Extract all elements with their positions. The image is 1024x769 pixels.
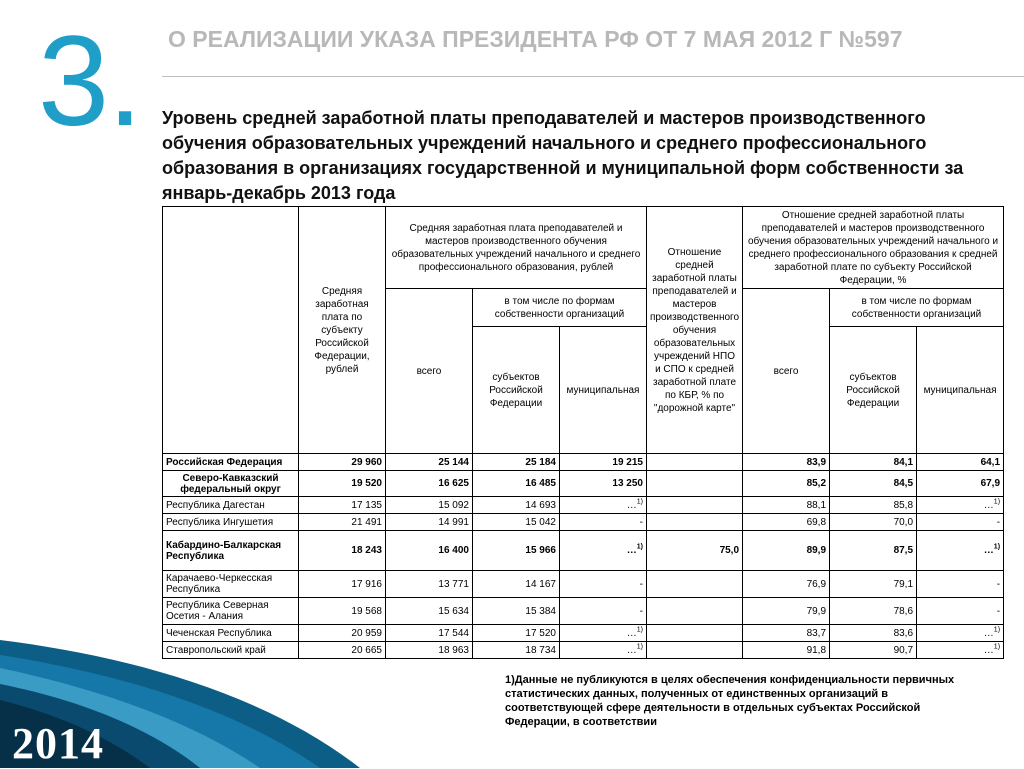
table-cell: …$^{1)}$ [560, 625, 647, 642]
table-cell: …$^{1)}$ [917, 531, 1004, 571]
footnote-mark: 1) [636, 626, 643, 634]
header-title: О РЕАЛИЗАЦИИ УКАЗА ПРЕЗИДЕНТА РФ ОТ 7 МАЯ 2012 Г №597 [168, 26, 903, 52]
table-cell: 16 625 [386, 471, 473, 497]
header-ratio-region: Отношение средней заработной платы преподавателей и мастеров производственного обучения образовательных учреждений начального и среднего профессионального образования к средней заработной плате по субъекту Российской Федерации, % [743, 207, 1004, 289]
row-label: Карачаево-Черкесская Республика [163, 571, 299, 598]
header-corner [163, 207, 299, 454]
table-row [163, 598, 1004, 625]
table-cell: 76,9 [743, 571, 830, 598]
table-cell: 88,1 [743, 497, 830, 514]
table-cell: 19 215 [560, 454, 647, 471]
table-cell: 15 966 [473, 531, 560, 571]
table-cell: 70,0 [830, 514, 917, 531]
table-cell: 17 544 [386, 625, 473, 642]
header-subjects: субъектов Российской Федерации [473, 327, 560, 454]
table-cell: 15 384 [473, 598, 560, 625]
table-cell [647, 598, 743, 625]
slide-number: 3. [38, 10, 141, 153]
table-row [163, 625, 1004, 642]
footnote: 1)Данные не публикуются в целях обеспечения конфиденциальности первичных статистических данных, полученных от единственных организаций в соответствующей сфере деятельности в отдельных субъектах Российской Федерации, в соответствии [505, 674, 955, 728]
table-cell: 19 520 [299, 471, 386, 497]
table-cell: 19 568 [299, 598, 386, 625]
row-label: Кабардино-Балкарская Республика [163, 531, 299, 571]
row-label: Северо-Кавказский федеральный округ [163, 471, 299, 497]
table-cell: …$^{1)}$ [560, 642, 647, 659]
table-cell: 14 693 [473, 497, 560, 514]
table-cell: 89,9 [743, 531, 830, 571]
header-by-forms-ratio: в том числе по формам собственности организаций [830, 289, 1004, 327]
header-total: всего [386, 289, 473, 454]
table-cell: 67,9 [917, 471, 1004, 497]
header-municipal: муниципальная [560, 327, 647, 454]
header-divider [162, 76, 1024, 77]
table-cell: …$^{1)}$ [560, 497, 647, 514]
table-cell: …$^{1)}$ [917, 625, 1004, 642]
table-cell [647, 625, 743, 642]
table-cell: - [917, 571, 1004, 598]
table-cell: 84,1 [830, 454, 917, 471]
table-row [163, 471, 1004, 497]
footnote-mark: 1) [636, 498, 643, 506]
header-municipal-ratio: муниципальная [917, 327, 1004, 454]
row-label: Республика Дагестан [163, 497, 299, 514]
table-cell: 20 665 [299, 642, 386, 659]
table-cell: 83,9 [743, 454, 830, 471]
table-row [163, 454, 1004, 471]
table-cell: 14 991 [386, 514, 473, 531]
table-cell: 16 485 [473, 471, 560, 497]
table-cell: 13 771 [386, 571, 473, 598]
slide-subtitle: Уровень средней заработной платы преподавателей и мастеров производственного обучения образовательных учреждений начального и среднего профессионального образования в организациях государственной и муниципальной форм собственности за январь-декабрь 2013 года [162, 108, 964, 203]
table-cell: 90,7 [830, 642, 917, 659]
table-cell [647, 642, 743, 659]
footnote-mark: 1) [993, 543, 1001, 551]
table-cell [647, 454, 743, 471]
header-total-ratio: всего [743, 289, 830, 454]
table-cell: 83,7 [743, 625, 830, 642]
table-cell: 15 634 [386, 598, 473, 625]
table-cell: 18 963 [386, 642, 473, 659]
table-cell: 14 167 [473, 571, 560, 598]
header-by-forms: в том числе по формам собственности организаций [473, 289, 647, 327]
table-cell: 13 250 [560, 471, 647, 497]
table-cell: 78,6 [830, 598, 917, 625]
header-avg-region: Средняя заработная плата по субъекту Российской Федерации, рублей [299, 207, 386, 454]
table-cell: 21 491 [299, 514, 386, 531]
footnote-mark: 1) [636, 643, 643, 651]
row-label: Российская Федерация [163, 454, 299, 471]
row-label: Республика Северная Осетия - Алания [163, 598, 299, 625]
row-label: Республика Ингушетия [163, 514, 299, 531]
table-cell: 17 916 [299, 571, 386, 598]
table-cell: 79,1 [830, 571, 917, 598]
table-cell: 18 734 [473, 642, 560, 659]
footnote-mark: 1) [993, 498, 1001, 506]
table-cell: 91,8 [743, 642, 830, 659]
table-cell: 17 520 [473, 625, 560, 642]
table-cell: 20 959 [299, 625, 386, 642]
salary-table [162, 206, 1004, 659]
table-cell: 15 042 [473, 514, 560, 531]
table-cell: …$^{1)}$ [917, 497, 1004, 514]
table-cell: 85,2 [743, 471, 830, 497]
table-cell: 87,5 [830, 531, 917, 571]
table-cell: - [560, 571, 647, 598]
table-cell: - [560, 598, 647, 625]
table-cell: …$^{1)}$ [917, 642, 1004, 659]
table-cell: 15 092 [386, 497, 473, 514]
table-row [163, 531, 1004, 571]
year-label: 2014 [12, 719, 104, 768]
table-cell: 64,1 [917, 454, 1004, 471]
footnote-mark: 1) [993, 626, 1001, 634]
table-cell: 84,5 [830, 471, 917, 497]
table-cell: 25 184 [473, 454, 560, 471]
table-cell [647, 514, 743, 531]
table-cell: 29 960 [299, 454, 386, 471]
table-cell: …$^{1)}$ [560, 531, 647, 571]
table-cell: 79,9 [743, 598, 830, 625]
table-cell: - [917, 598, 1004, 625]
table-cell: 18 243 [299, 531, 386, 571]
table-cell: - [560, 514, 647, 531]
table-cell: - [917, 514, 1004, 531]
footnote-mark: 1) [636, 543, 643, 551]
table-row [163, 642, 1004, 659]
table-cell: 75,0 [647, 531, 743, 571]
header-subjects-ratio: субъектов Российской Федерации [830, 327, 917, 454]
row-label: Чеченская Республика [163, 625, 299, 642]
table-cell [647, 497, 743, 514]
table-cell: 16 400 [386, 531, 473, 571]
table-row [163, 571, 1004, 598]
table-cell: 17 135 [299, 497, 386, 514]
table-row [163, 514, 1004, 531]
row-label: Ставропольский край [163, 642, 299, 659]
header-avg-teachers: Средняя заработная плата преподавателей и мастеров производственного обучения образовательных учреждений начального и среднего профессионального образования, рублей [386, 207, 647, 289]
table-cell [647, 571, 743, 598]
footnote-mark: 1) [993, 643, 1001, 651]
table-row [163, 497, 1004, 514]
table-cell: 25 144 [386, 454, 473, 471]
table-cell: 69,8 [743, 514, 830, 531]
table-cell: 85,8 [830, 497, 917, 514]
table-cell: 83,6 [830, 625, 917, 642]
table-cell [647, 471, 743, 497]
header-ratio-kbr: Отношение средней заработной платы преподавателей и мастеров производственного обучения образовательных учреждений НПО и СПО к средней заработной плате по КБР, % по "дорожной карте" [647, 207, 743, 454]
